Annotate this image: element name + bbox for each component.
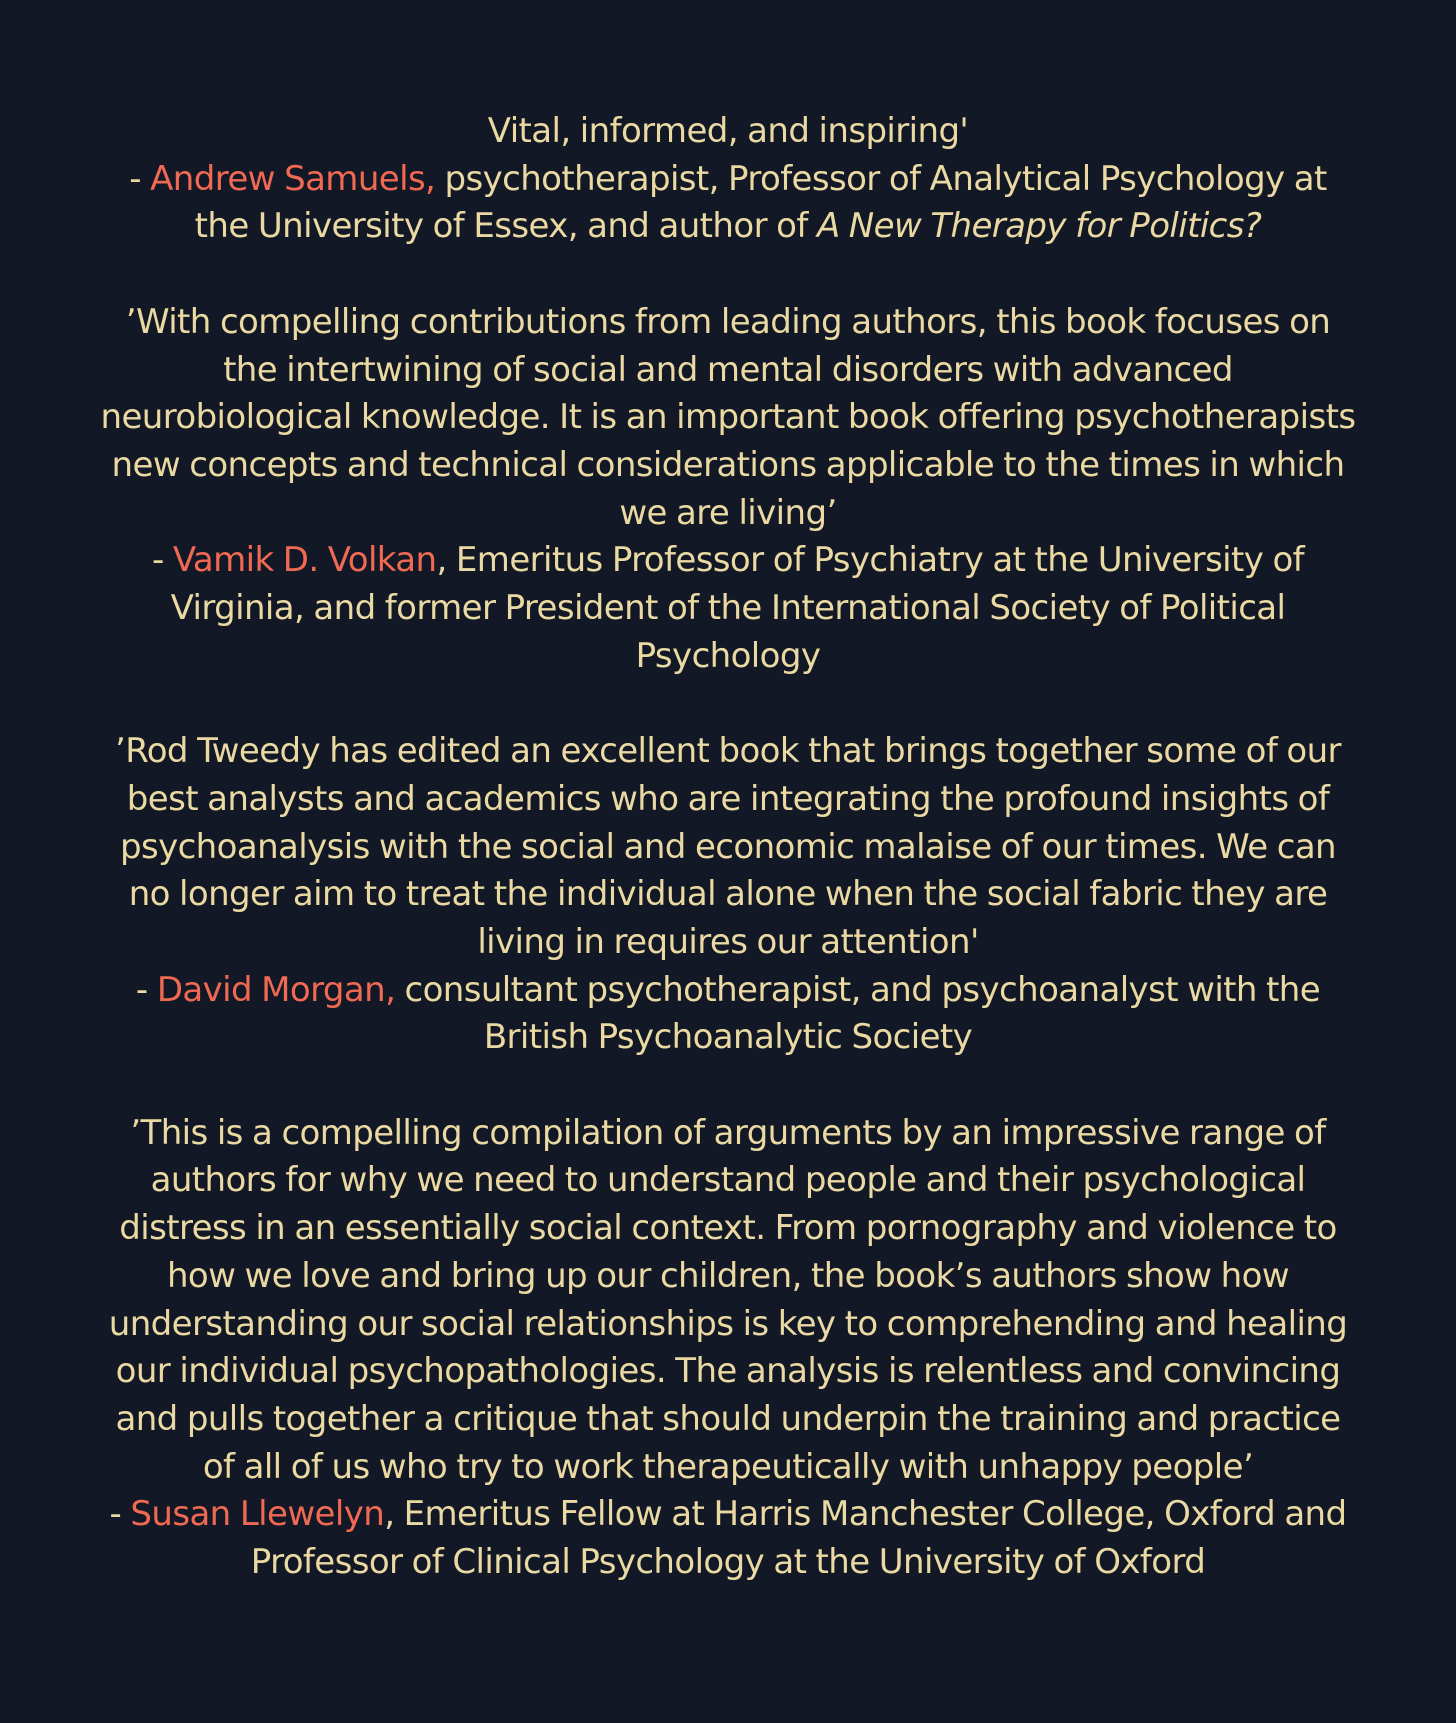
book-title: A New Therapy for Politics? — [816, 206, 1262, 247]
endorsement-attribution — [100, 537, 1356, 680]
endorsement-attribution — [100, 1491, 1356, 1586]
endorsement-vamik-volkan — [100, 299, 1356, 681]
endorser-name: David Morgan, — [156, 969, 396, 1010]
endorser-credentials: psychotherapist, Professor of Analytical Psychology at the University of Essex, and author of — [194, 158, 1327, 247]
attribution-dash: - — [109, 1494, 131, 1535]
endorsement-quote: ’With compelling contributions from leading authors, this book focuses on the intertwining of social and mental disorders with advanced neurobiological knowledge. It is an important book offering psychotherapists new concepts and technical considerations applicable to the times in which we are living’ — [100, 301, 1356, 533]
endorser-name: Andrew Samuels, — [150, 158, 436, 199]
endorsement-david-morgan — [100, 728, 1356, 1062]
attribution-dash: - — [135, 969, 157, 1010]
endorsement-attribution — [100, 156, 1356, 251]
endorser-credentials: , Emeritus Fellow at Harris Manchester College, Oxford and Professor of Clinical Psychology at the University of Oxford — [250, 1494, 1347, 1583]
endorsement-quote: Vital, informed, and inspiring' — [487, 111, 969, 151]
endorsement-attribution — [100, 967, 1356, 1062]
endorsement-susan-llewelyn — [100, 1110, 1356, 1587]
endorsement-andrew-samuels — [100, 108, 1356, 251]
endorser-name: Vamik D. Volkan — [172, 540, 437, 581]
endorser-credentials: , Emeritus Professor of Psychiatry at the University of Virginia, and former President of the International Society of Political Psychology — [170, 540, 1305, 676]
endorsement-quote: ’This is a compelling compilation of arguments by an impressive range of authors for why we need to understand people and their psychological distress in an essentially social context. From pornography and violence to how we love and bring up our children, the book’s authors show how understanding our social relationships is key to comprehending and healing our individual psychopathologies. The analysis is relentless and convincing and pulls together a critique that should underpin the training and practice of all of us who try to work therapeutically with unhappy people’ — [108, 1112, 1348, 1487]
endorsement-quote: ’Rod Tweedy has edited an excellent book that brings together some of our best analysts and academics who are integrating the profound insights of psychoanalysis with the social and economic malaise of our times. We can no longer aim to treat the individual alone when the social fabric they are living in requires our attention' — [115, 731, 1341, 962]
attribution-dash: - — [129, 158, 151, 199]
attribution-dash: - — [151, 540, 173, 581]
endorser-credentials: consultant psychotherapist, and psychoanalyst with the British Psychoanalytic Society — [395, 969, 1321, 1058]
endorser-name: Susan Llewelyn — [130, 1494, 385, 1535]
